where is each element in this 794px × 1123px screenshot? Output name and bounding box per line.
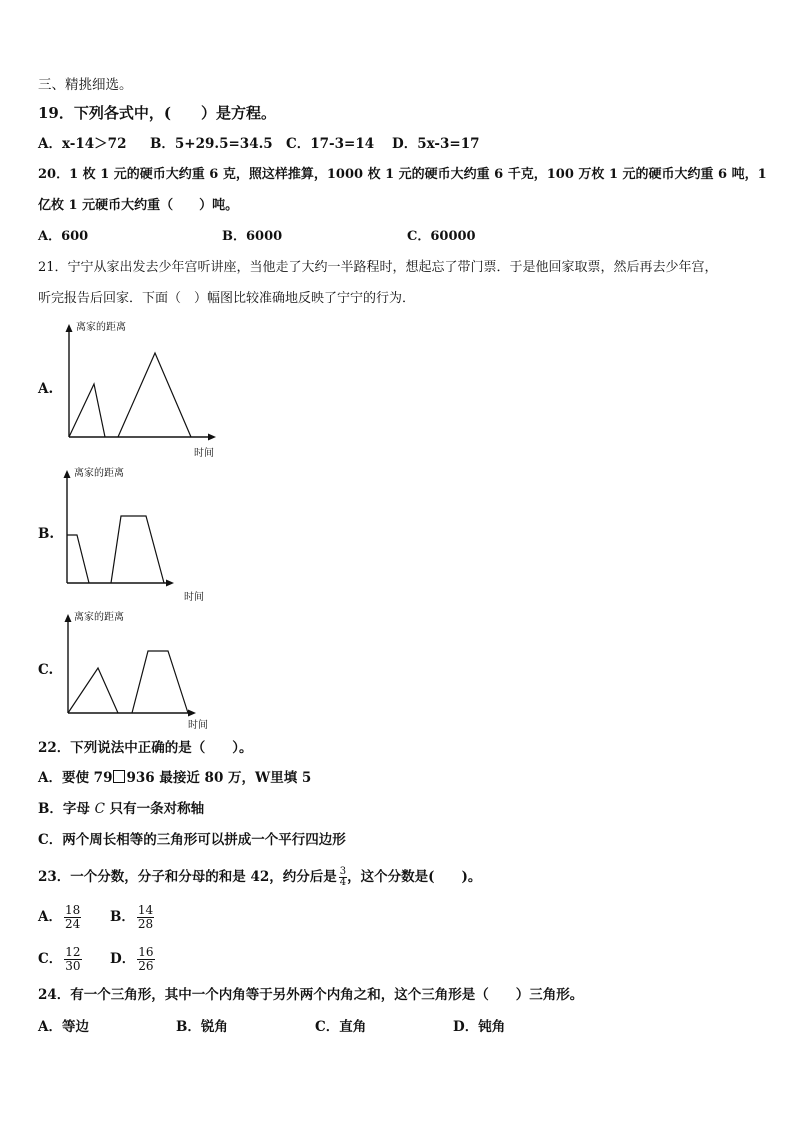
graph-b-y-arrow-icon: [64, 470, 71, 478]
q23-option-a-num: 18: [64, 903, 81, 917]
graph-c-x-arrow-icon: [188, 710, 196, 717]
graph-a-x-axis-label: 时间: [194, 448, 214, 459]
q22-option-c[interactable]: C．两个周长相等的三角形可以拼成一个平行四边形: [38, 832, 346, 848]
q22-option-b-text-pre: B．字母: [38, 801, 90, 817]
graph-b-y-axis-label: 离家的距离: [74, 468, 124, 479]
q23-stem-post: ，这个分数是( )。: [347, 869, 482, 885]
q23-option-c[interactable]: [38, 944, 82, 974]
graph-a-x-arrow-icon: [208, 434, 216, 441]
question-23-stem: [38, 862, 481, 892]
q19-option-c[interactable]: C．17-3=14: [286, 136, 375, 152]
q23-option-a[interactable]: [38, 902, 81, 932]
q23-option-c-fraction: [64, 946, 81, 973]
question-20-stem-line2: 亿枚 1 元硬币大约重（ ）吨。: [38, 198, 239, 213]
graph-c-y-axis-label: 离家的距离: [74, 612, 124, 623]
q23-option-b[interactable]: [110, 902, 154, 932]
q23-option-d-fraction: [137, 946, 154, 973]
q23-option-d[interactable]: [110, 944, 155, 974]
graph-a-trip-2: [118, 353, 191, 437]
q21-graph-a[interactable]: [60, 318, 230, 462]
q23-option-a-fraction: [64, 904, 81, 931]
q23-option-a-den: 24: [64, 917, 81, 931]
question-24-stem: 24．有一个三角形，其中一个内角等于另外两个内角之和，这个三角形是（ ）三角形。: [38, 987, 584, 1003]
q19-option-b[interactable]: B．5+29.5=34.5: [150, 136, 273, 152]
question-19-stem: 19．下列各式中，( ）是方程。: [38, 104, 276, 122]
graph-a-y-arrow-icon: [66, 324, 73, 332]
q24-option-d[interactable]: D．钝角: [453, 1019, 506, 1035]
q19-option-d[interactable]: D．5x-3=17: [392, 136, 480, 152]
blank-box-icon: [113, 770, 125, 783]
q24-option-c[interactable]: C．直角: [315, 1019, 367, 1035]
graph-c-y-arrow-icon: [65, 614, 72, 622]
q24-option-a[interactable]: A．等边: [38, 1019, 89, 1035]
section-header: 三、精挑细选。: [38, 77, 133, 93]
q21-graph-b-label[interactable]: B.: [38, 526, 55, 542]
q23-stem-fraction-den: 4: [339, 877, 347, 888]
graph-b-x-axis-label: 时间: [184, 592, 204, 603]
q23-option-c-label: C．: [38, 951, 63, 967]
q23-stem-pre: 23．一个分数，分子和分母的和是 42，约分后是: [38, 869, 337, 885]
graph-a-trip-1: [69, 384, 105, 437]
q22-option-a-text-pre: A．要使 79: [38, 770, 113, 786]
graph-b-x-arrow-icon: [166, 580, 174, 587]
q21-graph-a-label[interactable]: A.: [38, 381, 54, 397]
q23-option-d-num: 16: [138, 945, 154, 959]
q23-option-a-label: A．: [38, 909, 62, 925]
graph-c-x-axis-label: 时间: [188, 720, 208, 731]
q22-option-b-letter: C: [94, 801, 105, 817]
question-21-stem-line1: 21．宁宁从家出发去少年宫听讲座，当他走了大约一半路程时，想起忘了带门票．于是他回家取票，然后再去少年宫，: [38, 260, 718, 275]
q20-option-c[interactable]: C．60000: [407, 229, 476, 244]
q23-option-b-den: 28: [137, 917, 154, 931]
q23-stem-fraction: [339, 867, 347, 888]
q20-option-b[interactable]: B．6000: [222, 229, 283, 244]
graph-c-trip-1: [68, 668, 118, 713]
question-21-stem-line2: 听完报告后回家．下面（ ）幅图比较准确地反映了宁宁的行为．: [38, 291, 416, 306]
q23-option-d-den: 26: [138, 959, 154, 973]
q23-option-c-num: 12: [65, 945, 81, 959]
q23-option-b-label: B．: [110, 909, 135, 925]
graph-c-trip-2: [132, 651, 188, 713]
q22-option-b[interactable]: [38, 800, 204, 818]
q22-option-a-text-post: 936 最接近 80 万，W里填 5: [126, 770, 312, 786]
graph-b-trip-2: [111, 516, 164, 583]
q23-stem-fraction-num: 3: [339, 866, 347, 877]
question-20-stem-line1: 20．1 枚 1 元的硬币大约重 6 克，照这样推算，1000 枚 1 元的硬币大约重 6 千克，100 万枚 1 元的硬币大约重 6 吨，1: [38, 167, 767, 182]
q19-option-a[interactable]: A．x-14＞72: [38, 136, 127, 152]
q23-option-b-num: 14: [137, 903, 154, 917]
q21-graph-b[interactable]: [60, 464, 230, 604]
graph-a-y-axis-label: 离家的距离: [76, 322, 126, 333]
graph-b-trip-1: [67, 535, 89, 583]
q24-option-b[interactable]: B．锐角: [176, 1019, 228, 1035]
q23-option-c-den: 30: [65, 959, 81, 973]
q23-option-b-fraction: [137, 904, 154, 931]
q23-option-d-label: D．: [110, 951, 136, 967]
q21-graph-c[interactable]: [60, 608, 230, 732]
q22-option-b-text-post: 只有一条对称轴: [109, 801, 205, 817]
q21-graph-c-label[interactable]: C.: [38, 662, 54, 678]
q20-option-a[interactable]: A．600: [38, 229, 89, 244]
q22-option-a[interactable]: [38, 769, 311, 787]
question-22-stem: 22．下列说法中正确的是（ ）。: [38, 740, 253, 756]
